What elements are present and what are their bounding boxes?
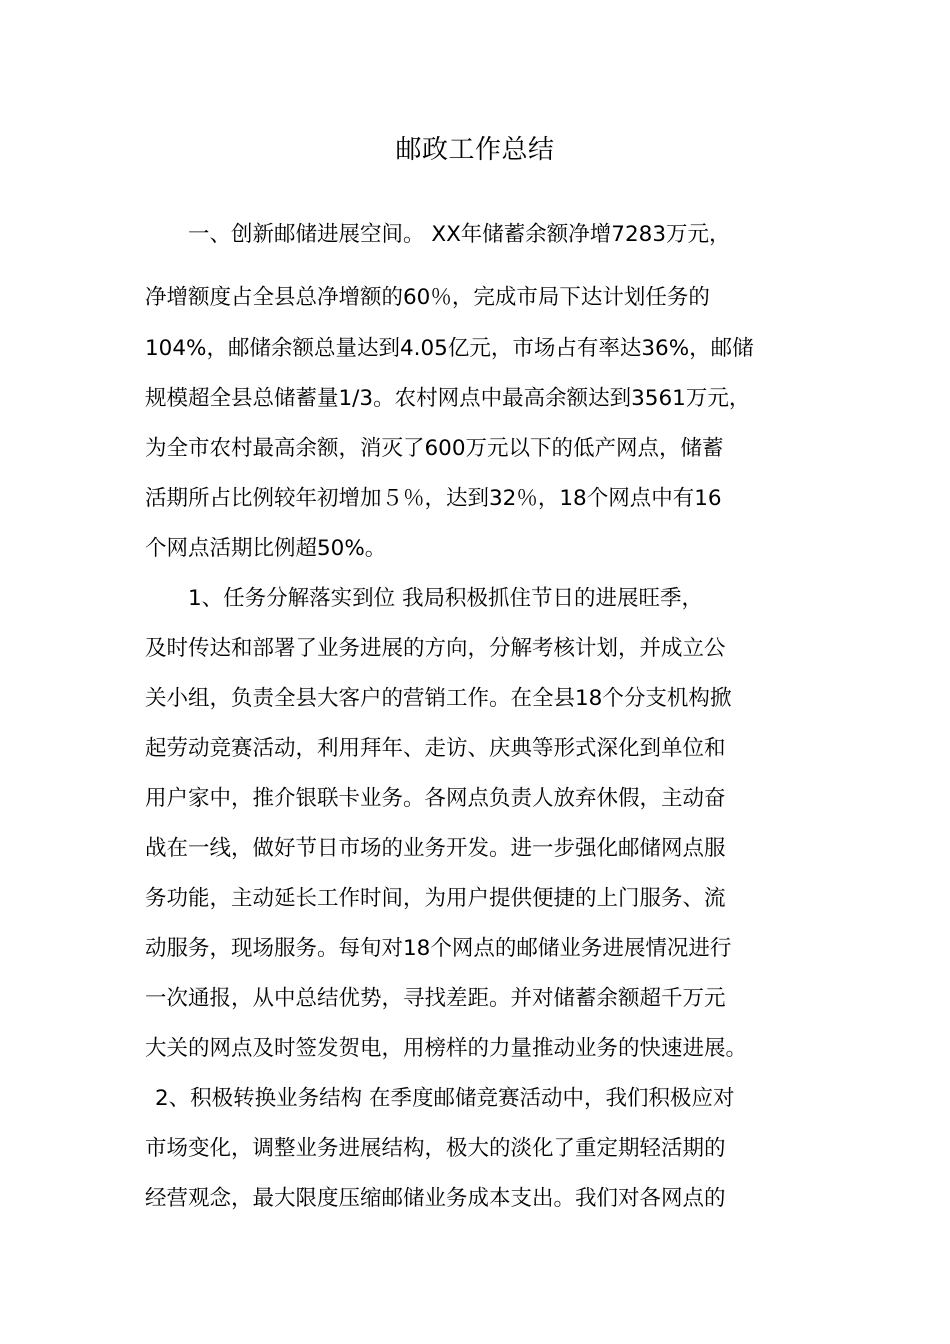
text-line: 一次通报，从中总结优势，寻找差距。并对储蓄余额超千万元: [145, 986, 726, 1011]
document-title: 邮政工作总结: [395, 135, 555, 165]
text-line: 用户家中，推介银联卡业务。各网点负责人放弃休假，主动奋: [145, 786, 726, 811]
text-line: 务功能，主动延长工作时间，为用户提供便捷的上门服务、流: [145, 886, 726, 911]
text-line: 为全市农村最高余额，消灭了600万元以下的低产网点，储蓄: [145, 436, 724, 461]
text-line: 战在一线，做好节日市场的业务开发。进一步强化邮储网点服: [145, 836, 726, 861]
text-line: 2、积极转换业务结构 在季度邮储竞赛活动中，我们积极应对: [155, 1086, 735, 1111]
text-line: 净增额度占全县总净增额的60％，完成市局下达计划任务的: [145, 285, 710, 310]
text-line: 市场变化，调整业务进展结构，极大的淡化了重定期轻活期的: [145, 1136, 726, 1161]
text-line: 及时传达和部署了业务进展的方向，分解考核计划，并成立公: [145, 636, 726, 661]
text-line: 动服务，现场服务。每旬对18个网点的邮储业务进展情况进行: [145, 936, 732, 961]
text-line: 起劳动竞赛活动，利用拜年、走访、庆典等形式深化到单位和: [145, 736, 726, 761]
text-line: 大关的网点及时签发贺电，用榜样的力量推动业务的快速进展。: [145, 1036, 748, 1061]
text-line: 经营观念，最大限度压缩邮储业务成本支出。我们对各网点的: [145, 1186, 726, 1211]
text-line: 关小组，负责全县大客户的营销工作。在全县18个分支机构掀: [145, 686, 732, 711]
text-line: 个网点活期比例超50%。: [145, 536, 387, 561]
text-line: 104%，邮储余额总量达到4.05亿元，市场占有率达36%，邮储: [145, 336, 754, 361]
text-line: 1、任务分解落实到位 我局积极抓住节日的进展旺季，: [188, 586, 704, 611]
text-line: 一、创新邮储进展空间。 XX年储蓄余额净增7283万元，: [188, 222, 731, 247]
text-line: 规模超全县总储蓄量1/3。农村网点中最高余额达到3561万元，: [145, 386, 751, 411]
text-line: 活期所占比例较年初增加５％，达到32％，18个网点中有16: [145, 486, 722, 511]
